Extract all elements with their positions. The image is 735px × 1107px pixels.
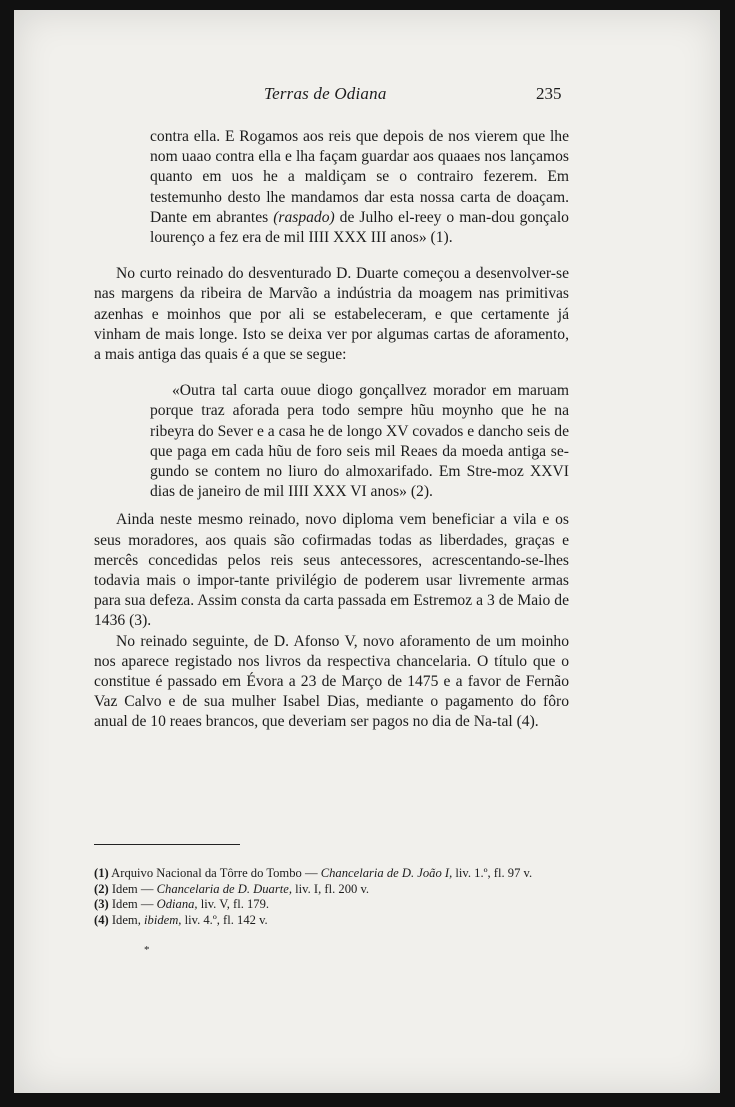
footnotes — [94, 866, 569, 928]
body-text — [94, 127, 569, 733]
page-number: 235 — [536, 84, 562, 103]
quoted-document-2: «Outra tal carta ouue diogo gonçallvez morador em maruam porque traz aforada pera todo sempre hũu moynho que he na ribeyra do Sever e a casa he de longo XV covados e dancho seis de que paga em cada hũu de foro seis mil Reaes da moeda antiga se-gundo se contem no liuro do almoxarifado. Em Stre-moz XXVI dias de janeiro de mil IIII XXX VI anos» (2). — [150, 382, 569, 501]
footnote: (4) Idem, ibidem, liv. 4.º, fl. 142 v. — [94, 912, 268, 927]
quoted-document-1: contra ella. E Rogamos aos reis que depois de nos vierem que lhe nom uaao contra ella e lha façam guardar aos quaaes nos lançamos quanto em uos he a maldiçam se o contrairo fezerem. Em testemunho desto lhe mandamos dar esta nossa carta de doaçam. Dante em abrantes (raspado) de Julho el-reey o man-dou gonçalo lourenço a fez era de mil IIII XXX III anos» (1). — [150, 128, 569, 247]
book-page — [14, 10, 720, 1093]
running-title: Terras de Odiana — [264, 84, 387, 103]
footnote-rule — [94, 844, 240, 845]
footnote: (3) Idem — Odiana, liv. V, fl. 179. — [94, 897, 270, 911]
paragraph-duarte: No curto reinado do desventurado D. Duarte começou a desenvolver-se nas margens da ribeira de Marvão a indústria da moagem nas primitivas azenhas e moinhos que por ali se estabeleceram, e que certamente já vinham de mais longe. Isto se deixa ver por algumas cartas de aforamento, a mais antiga das quais é a que se segue: — [94, 265, 569, 364]
printer-mark: * — [144, 944, 150, 956]
page-header — [14, 84, 720, 108]
paragraph-afonso: No reinado seguinte, de D. Afonso V, novo aforamento de um moinho nos aparece registado nos livros da respectiva chancelaria. O título que o constitue é passado em Évora a 23 de Março de 1475 e a favor de Fernão Vaz Calvo e de sua mulher Isabel Dias, mediante o pagamento do fôro anual de 10 reaes brancos, que deveriam ser pagos no dia de Na-tal (4). — [94, 632, 569, 731]
italic-note: (raspado) — [273, 208, 335, 226]
paragraph-privileges: Ainda neste mesmo reinado, novo diploma vem beneficiar a vila e os seus moradores, aos quais são cofirmadas todas as liberdades, graças e mercês concedidas pelos reis seus antecessores, acrescentando-se-lhes todavia mais o impor-tante privilégio de poderem usar livremente armas para sua defeza. Assim consta da carta passada em Estremoz a 3 de Maio de 1436 (3). — [94, 511, 569, 630]
footnote: (1) Arquivo Nacional da Tôrre do Tombo — Chancelaria de D. João I, liv. 1.º, fl. 97 v. — [94, 866, 533, 880]
footnote: (2) Idem — Chancelaria de D. Duarte, liv. I, fl. 200 v. — [94, 881, 370, 896]
